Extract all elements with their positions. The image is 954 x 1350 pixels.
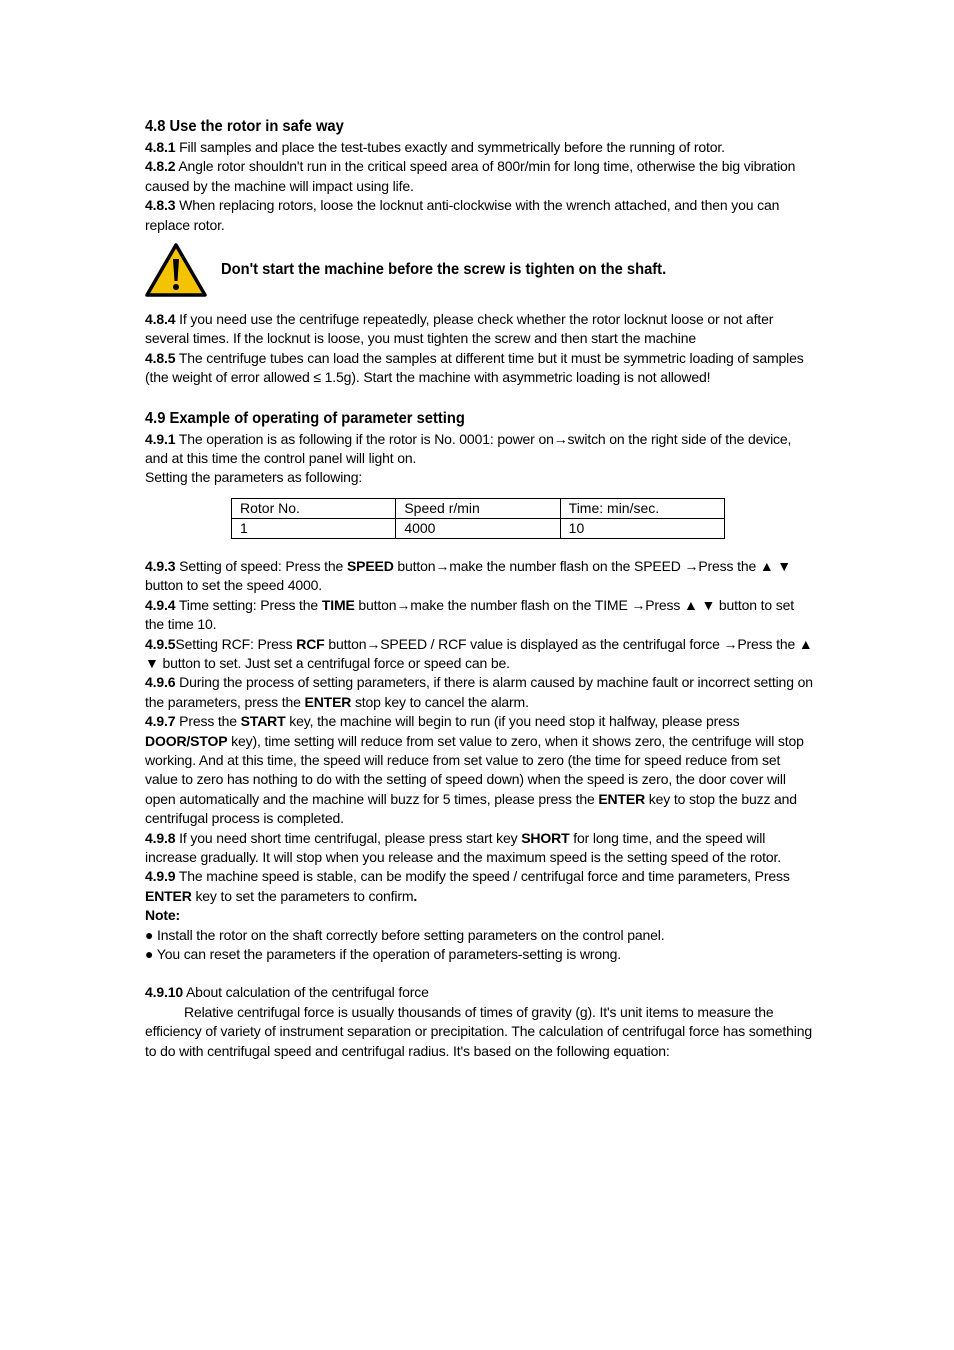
paragraph-4-9-4: 4.9.4 Time setting: Press the TIME button→make the number flash on the TIME →Press ▲ ▼ button to set the time 10.: [145, 596, 794, 633]
table-cell: 1: [232, 518, 396, 538]
clause-number: 4.8.2: [145, 158, 176, 175]
clause-number: 4.9.1: [145, 430, 176, 447]
table-header-row: [232, 498, 725, 518]
clause-number: 4.8.4: [145, 311, 176, 328]
paragraph-4-9-7: 4.9.7 Press the START key, the machine will begin to run (if you need stop it halfway, please press DOOR/STOP key), time setting will reduce from set value to zero, when it shows zero, the centrifuge will stop working. And at this time, the speed will reduce from set value to zero (the time for speed reduce from set value to zero has nothing to do with the setting of speed down) when the speed is zero, the door cover will open automatically and the machine will buzz for 5 times, please press the ENTER key to stop the buzz and centrifugal process is completed.: [145, 713, 804, 827]
table-row: [232, 518, 725, 538]
key-label: TIME: [321, 596, 355, 613]
key-label: ENTER: [145, 887, 192, 904]
table-header-cell: Time: min/sec.: [560, 498, 724, 518]
clause-number: 4.9.6: [145, 674, 176, 691]
paragraph-4-9-8: 4.9.8 If you need short time centrifugal, please press start key SHORT for long time, and the speed will increase gradually. It will stop when you release and the maximum speed is the setting speed of the rotor.: [145, 829, 781, 865]
key-label: SPEED: [346, 557, 394, 574]
note-item: ● You can reset the parameters if the operation of parameters-setting is wrong.: [145, 946, 621, 962]
paragraph-4-9-9: 4.9.9 The machine speed is stable, can be modify the speed / centrifugal force and time parameters, Press ENTER key to set the parameters to confirm.: [145, 868, 790, 904]
key-label: START: [240, 713, 286, 730]
table-header-cell: Speed r/min: [396, 498, 560, 518]
section-heading-4-9: 4.9 Example of operating of parameter setting: [145, 409, 465, 427]
clause-number: 4.9.8: [145, 829, 176, 846]
document-page: [145, 116, 813, 1061]
paragraph-4-9-6: 4.9.6 During the process of setting parameters, if there is alarm caused by machine fault or incorrect setting on the parameters, press the ENTER stop key to cancel the alarm.: [145, 674, 813, 710]
table-header-cell: Rotor No.: [232, 498, 396, 518]
key-label: ENTER: [304, 693, 352, 710]
key-label: SHORT: [521, 829, 570, 846]
table-cell: 10: [560, 518, 724, 538]
key-label: DOOR/STOP: [145, 732, 228, 749]
clause-number: 4.8.3: [145, 197, 176, 214]
paragraph-setting-intro: Setting the parameters as following:: [145, 469, 363, 486]
paragraph-centrifugal-force: Relative centrifugal force is usually thousands of times of gravity (g). It's unit items to measure the efficiency of variety of instrument separation or precipitation. The calculation of centrifugal force has something to do with centrifugal speed and centrifugal radius. It's based on the following equation:: [145, 1003, 813, 1059]
section-heading-4-8: 4.8 Use the rotor in safe way: [145, 118, 344, 135]
clause-number: 4.9.7: [145, 713, 176, 730]
clause-number: 4.8.5: [145, 349, 176, 366]
warning-text: Don't start the machine before the screw is tighten on the shaft.: [221, 261, 667, 279]
key-label: RCF: [296, 635, 325, 652]
paragraph-4-9-1: 4.9.1 The operation is as following if the rotor is No. 0001: power on→switch on the right side of the device, and at this time the control panel will light on.: [145, 430, 792, 467]
paragraph-4-8-3: 4.8.3 When replacing rotors, loose the locknut anti-clockwise with the wrench attached, and then you can replace rotor.: [145, 197, 780, 233]
key-label: ENTER: [598, 790, 646, 807]
parameter-table: [231, 498, 725, 539]
paragraph-4-9-10: 4.9.10 About calculation of the centrifugal force: [145, 984, 429, 1001]
warning-box: [145, 241, 813, 299]
paragraph-4-8-2: 4.8.2 Angle rotor shouldn't run in the critical speed area of 800r/min for long time, otherwise the big vibration caused by the machine will impact using life.: [145, 158, 796, 194]
clause-number: 4.9.4: [145, 596, 176, 613]
clause-number: 4.9.3: [145, 557, 176, 574]
paragraph-4-8-4: 4.8.4 If you need use the centrifuge repeatedly, please check whether the rotor locknut loose or not after several times. If the locknut is loose, you must tighten the screw and then start the machine: [145, 311, 774, 347]
note-label: Note:: [145, 907, 181, 924]
paragraph-4-8-1: 4.8.1 Fill samples and place the test-tubes exactly and symmetrically before the running of rotor.: [145, 139, 725, 155]
clause-number: 4.9.9: [145, 868, 176, 885]
paragraph-4-9-5: 4.9.5Setting RCF: Press RCF button→SPEED / RCF value is displayed as the centrifugal force →Press the ▲ ▼ button to set. Just set a centrifugal force or speed can be.: [145, 635, 813, 671]
paragraph-4-9-3: 4.9.3 Setting of speed: Press the SPEED button→make the number flash on the SPEED →Press the ▲ ▼ button to set the speed 4000.: [145, 557, 792, 594]
warning-triangle-icon: [145, 243, 207, 297]
note-item: ● Install the rotor on the shaft correctly before setting parameters on the control panel.: [145, 926, 665, 943]
clause-number: 4.9.5: [145, 635, 176, 652]
table-cell: 4000: [396, 518, 560, 538]
clause-number: 4.9.10: [145, 984, 184, 1001]
clause-number: 4.8.1: [145, 139, 176, 155]
paragraph-4-8-5: 4.8.5 The centrifuge tubes can load the samples at different time but it must be symmetric loading of samples (the weight of error allowed ≤ 1.5g). Start the machine with asymmetric loading is not allowed!: [145, 349, 804, 386]
